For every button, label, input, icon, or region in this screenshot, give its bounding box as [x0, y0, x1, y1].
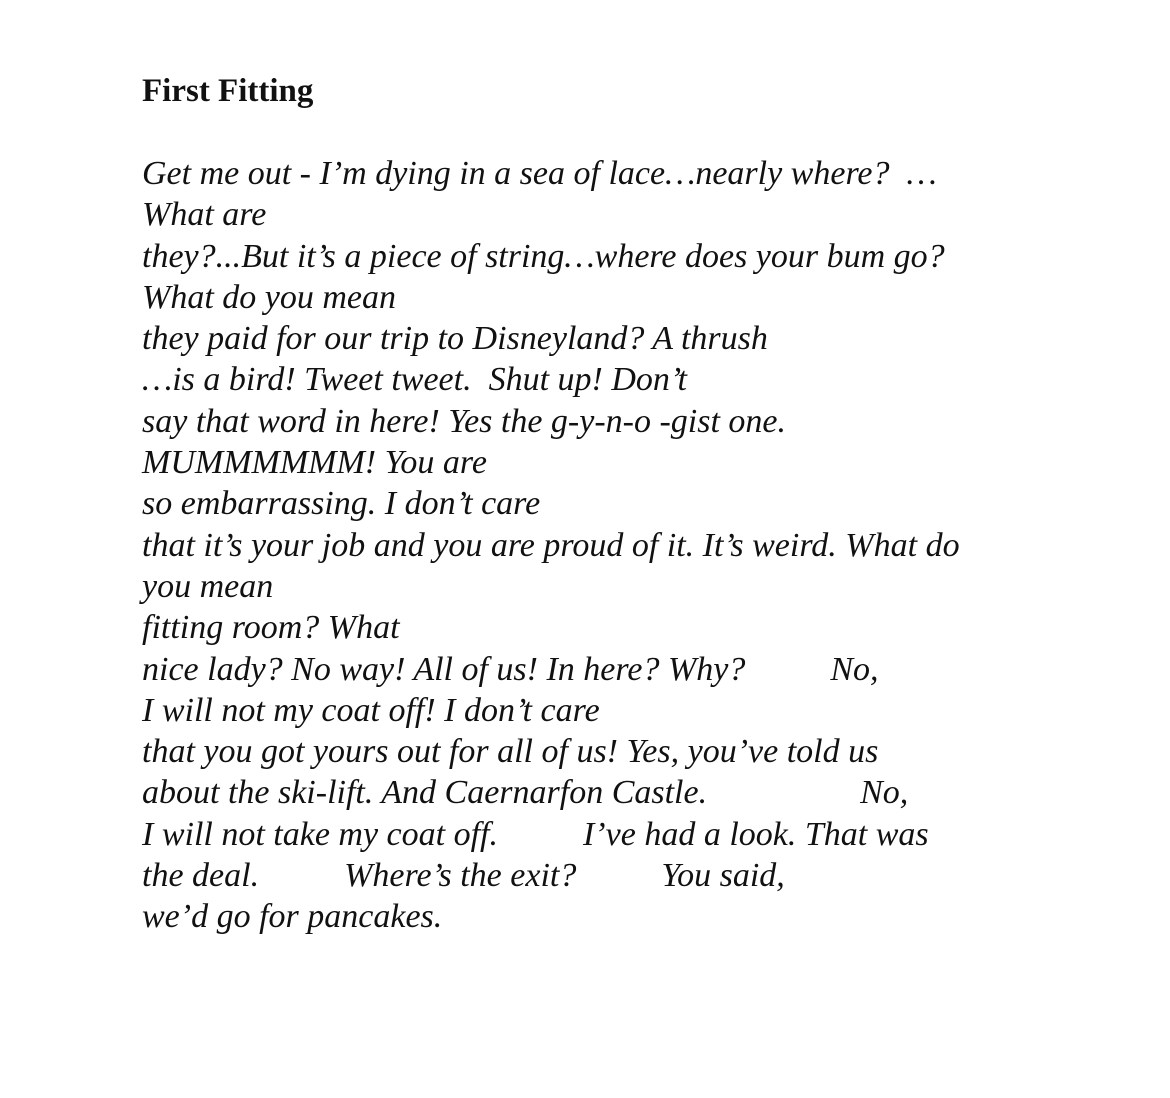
poem-line: fitting room? What: [142, 609, 400, 647]
poem-line: that it’s your job and you are proud of it. It’s weird. What do: [142, 526, 960, 564]
poem-body: [142, 153, 960, 938]
poem-line: What do you mean: [142, 278, 397, 316]
poem-line: we’d go for pancakes.: [142, 898, 443, 936]
poem-line: the deal. Where’s the exit? You said,: [142, 857, 785, 895]
poem-line: …is a bird! Tweet tweet. Shut up! Don’t: [142, 361, 687, 399]
poem-line: MUMMMMMM! You are: [142, 444, 487, 482]
poem-line: I will not take my coat off. I’ve had a look. That was: [142, 815, 929, 853]
poem-line: you mean: [142, 567, 274, 605]
poem-line: they?...But it’s a piece of string…where does your bum go?: [142, 237, 945, 275]
poem-title: First Fitting: [142, 73, 314, 109]
poem-line: nice lady? No way! All of us! In here? Why? No,: [142, 650, 879, 688]
poem-line: so embarrassing. I don’t care: [142, 485, 541, 523]
poem-line: say that word in here! Yes the g-y-n-o -gist one.: [142, 402, 787, 440]
poem-line: I will not my coat off! I don’t care: [142, 691, 600, 729]
poem-line: Get me out - I’m dying in a sea of lace…nearly where? …: [142, 155, 937, 192]
poem-line: What are: [142, 196, 267, 234]
poem-line: about the ski-lift. And Caernarfon Castle. No,: [142, 774, 909, 812]
poem-line: that you got yours out for all of us! Yes, you’ve told us: [142, 733, 879, 771]
poem-line: they paid for our trip to Disneyland? A thrush: [142, 320, 768, 358]
